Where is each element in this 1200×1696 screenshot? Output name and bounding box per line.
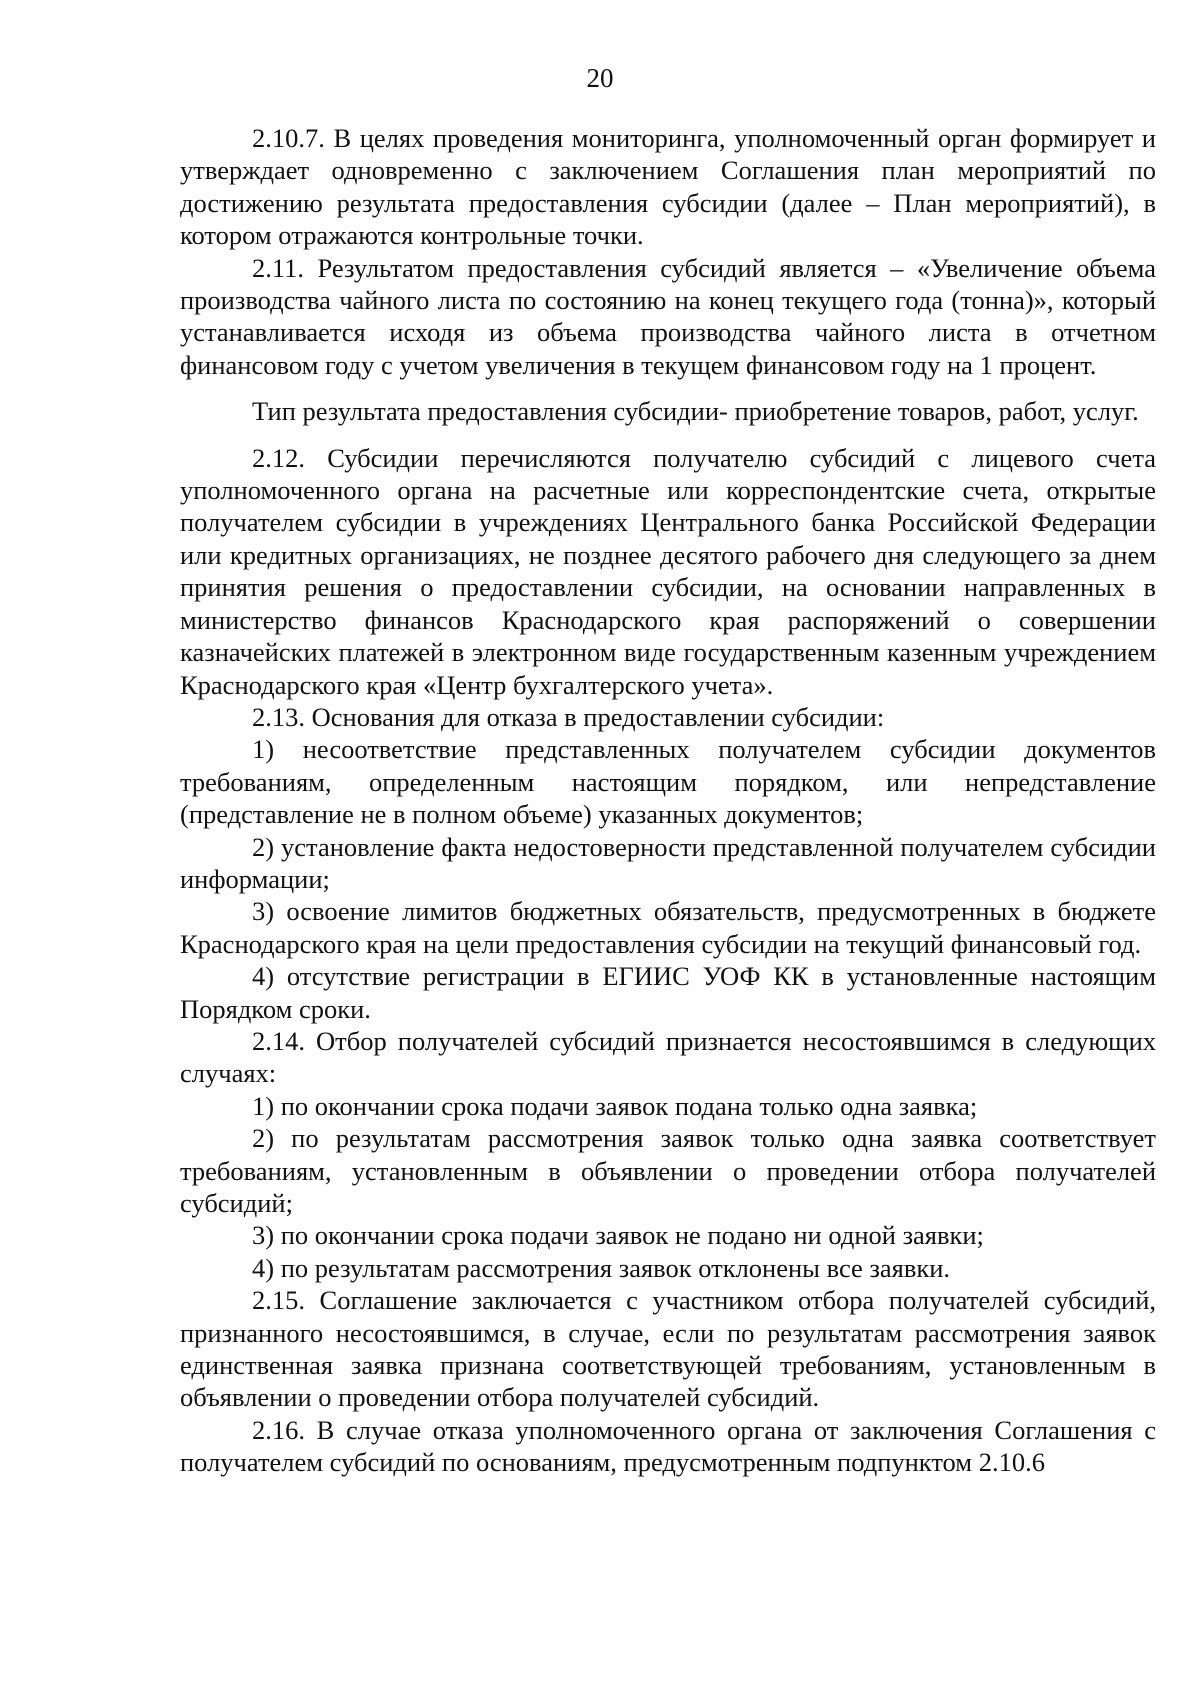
paragraph-2-13: 2.13. Основания для отказа в предоставлении субсидии: — [252, 701, 885, 732]
paragraph-result-type: Тип результата предоставления субсидии- приобретение товаров, работ, услуг. — [252, 396, 1139, 427]
page-number: 20 — [586, 63, 614, 93]
paragraph-2-13-item-2: 2) установление факта недостоверности представленной получателем субсидии информации; — [180, 831, 1156, 894]
paragraph-2-14: 2.14. Отбор получателей субсидий признается несостоявшимся в следующих случаях: — [180, 1025, 1156, 1089]
paragraph-2-15: 2.15. Соглашение заключается с участником отбора получателей субсидий, признанного несостоявшимся, в случае, если по результатам рассмотрения заявок единственная заявка признана соответствующей требованиям, установленным в объявлении о проведении отбора получателей субсидий. — [180, 1285, 1156, 1413]
paragraph-2-14-item-2: 2) по результатам рассмотрения заявок только одна заявка соответствует требованиям, установленным в объявлении о проведении отбора получателей субсидий; — [180, 1123, 1156, 1218]
paragraph-2-13-item-4: 4) отсутствие регистрации в ЕГИИС УОФ КК в установленные настоящим Порядком сроки. — [180, 961, 1156, 1024]
document-body — [180, 122, 1156, 1479]
paragraph-2-14-item-3: 3) по окончании срока подачи заявок не подано ни одной заявки; — [252, 1220, 984, 1251]
paragraph-2-13-item-3: 3) освоение лимитов бюджетных обязательств, предусмотренных в бюджете Краснодарского края на цели предоставления субсидии на текущий финансовый год. — [180, 896, 1156, 959]
paragraph-2-10-7: 2.10.7. В целях проведения мониторинга, уполномоченный орган формирует и утверждает одновременно с заключением Соглашения план мероприятий по достижению результата предоставления субсидии (далее – План мероприятий), в котором отражаются контрольные точки. — [180, 123, 1156, 251]
paragraph-2-13-item-1: 1) несоответствие представленных получателем субсидии документов требованиям, определенным настоящим порядком, или непредставление (представление не в полном объеме) указанных документов; — [180, 734, 1156, 830]
paragraph-2-12: 2.12. Субсидии перечисляются получателю субсидий с лицевого счета уполномоченного органа на расчетные или корреспондентские счета, открытые получателем субсидии в учреждениях Центрального банка Российской Федерации или кредитных организациях, не позднее десятого рабочего дня следующего за днем принятия решения о предоставлении субсидии, на основании направленных в министерство финансов Краснодарского края распоряжений о совершении казначейских платежей в электронном виде государственным казенным учреждением Краснодарского края «Центр бухгалтерского учета». — [180, 442, 1156, 700]
paragraph-2-14-item-4: 4) по результатам рассмотрения заявок отклонены все заявки. — [252, 1252, 951, 1283]
paragraph-2-14-item-1: 1) по окончании срока подачи заявок подана только одна заявка; — [252, 1090, 978, 1121]
paragraph-2-16: 2.16. В случае отказа уполномоченного органа от заключения Соглашения с получателем субсидий по основаниям, предусмотренным подпунктом 2.10.6 — [180, 1414, 1156, 1478]
paragraph-2-11: 2.11. Результатом предоставления субсидий является – «Увеличение объема производства чайного листа по состоянию на конец текущего года (тонна)», который устанавливается исходя из объема производства чайного листа в отчетном финансовом году с учетом увеличения в текущем финансовом году на 1 процент. — [180, 252, 1156, 380]
